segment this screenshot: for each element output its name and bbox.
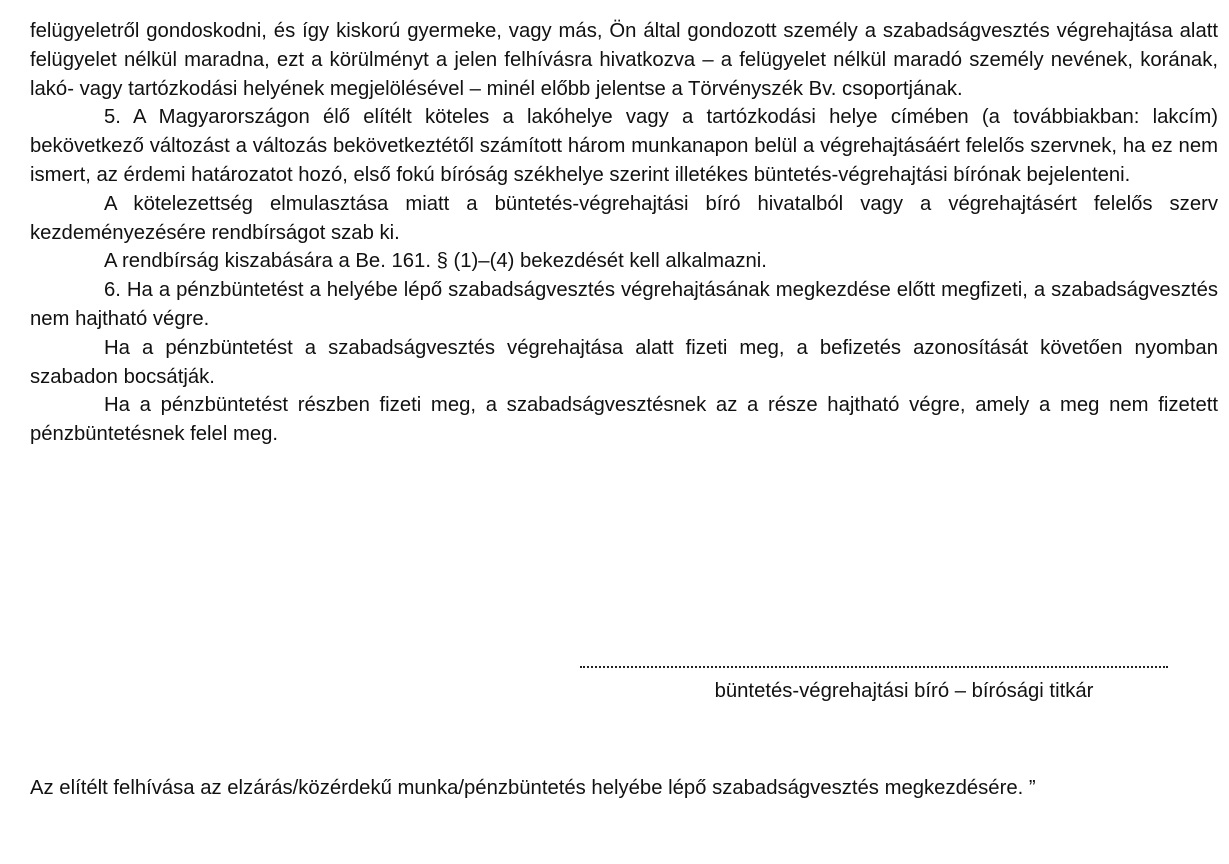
document-footer-caption: Az elítélt felhívása az elzárás/közérdekű munka/pénzbüntetés helyébe lépő szabadságvesztés megkezdésére. ” [30,777,1036,799]
paragraph-point-6: 6. Ha a pénzbüntetést a helyébe lépő szabadságvesztés végrehajtásának megkezdése előtt megfizeti, a szabadságvesztés nem hajtható végre. [30,279,1218,330]
signature-role: büntetés-végrehajtási bíró – bírósági titkár [714,680,1094,702]
signature-block [580,652,1168,704]
paragraph-fine-rules: A rendbírság kiszabására a Be. 161. § (1)–(4) bekezdését kell alkalmazni. [104,250,767,273]
paragraph-supervision-continued: felügyeletről gondoskodni, és így kiskorú gyermeke, vagy más, Ön által gondozott személy a szabadságvesztés végrehajtása alatt felügyelet nélkül maradna, ezt a körülményt a jelen felhívásra hivatkozva – a felügyelet nélkül maradó személy nevének, korának, lakó- vagy tartózkodási helyének megjelölésével – minél előbb jelentse a Törvényszék Bv. csoportjának. [30,20,1218,100]
document-body [30,17,1218,449]
signature-line [580,652,1168,668]
paragraph-point-5: 5. A Magyarországon élő elítélt köteles a lakóhelye vagy a tartózkodási helye címében (a továbbiakban: lakcím) bekövetkező változást a változás bekövetkeztétől számított három munkanapon belül a végrehajtásáért felelős szervnek, ha ez nem ismert, az érdemi határozatot hozó, első fokú bíróság székhelye szerint illetékes büntetés-végrehajtási bírónak bejelenteni. [30,106,1218,186]
paragraph-partial-payment: Ha a pénzbüntetést részben fizeti meg, a szabadságvesztésnek az a része hajtható végre, amely a meg nem fizetett pénzbüntetésnek felel meg. [30,394,1218,446]
paragraph-fine-obligation: A kötelezettség elmulasztása miatt a büntetés-végrehajtási bíró hivatalból vagy a végrehajtásért felelős szerv kezdeményezésére rendbírságot szab ki. [30,192,1218,244]
paragraph-payment-during-sentence: Ha a pénzbüntetést a szabadságvesztés végrehajtása alatt fizeti meg, a befizetés azonosítását követően nyomban szabadon bocsátják. [30,336,1218,388]
